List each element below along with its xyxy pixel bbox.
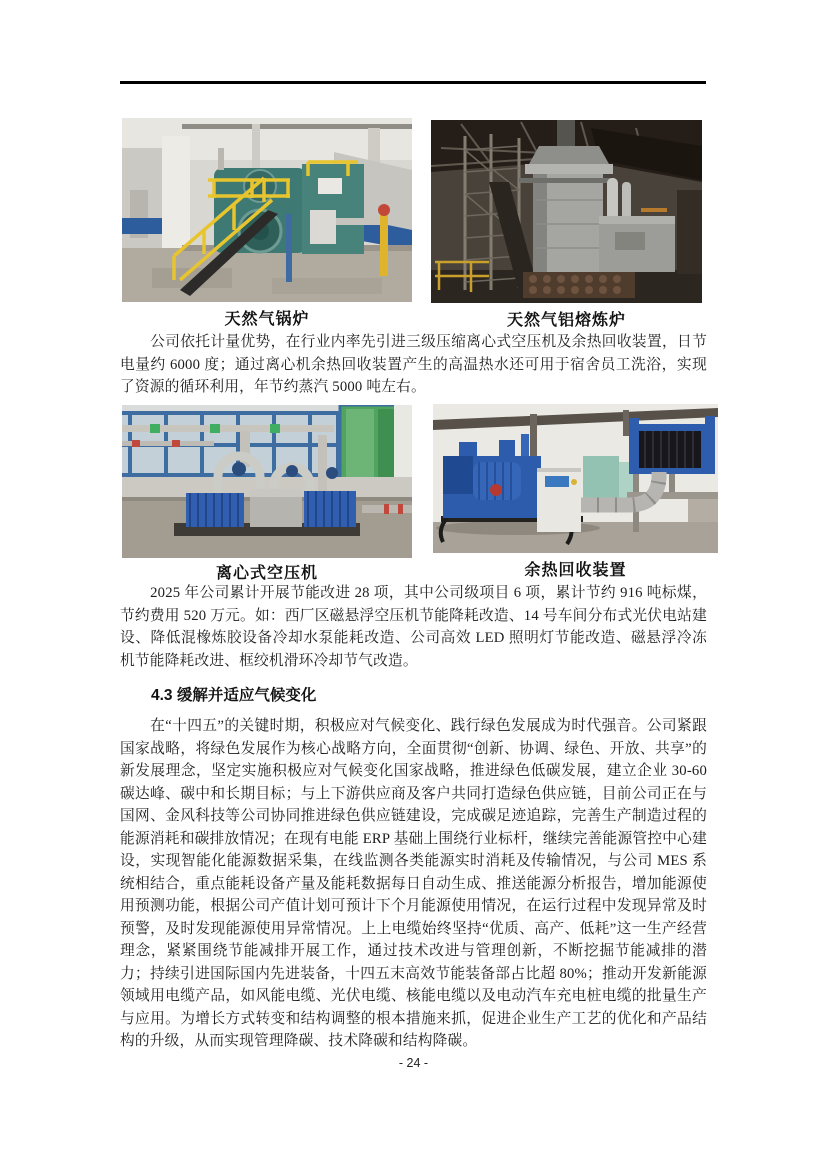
aluminum-melting-furnace-photo-illustration [431,120,702,303]
figure-waste-heat-recovery-unit [433,404,718,553]
body-paragraph-1: 公司依托计量优势，在行业内率先引进三级压缩离心式空压机及余热回收装置，日节电量约 6000 度；通过离心机余热回收装置产生的高温热水还可用于宿舍员工洗浴，实现了资源的循环利用，年节约蒸汽 5000 吨左右。 [120,334,707,395]
figure-natural-gas-boiler [122,118,412,302]
figure-caption-centrifugal-air-compressor: 离心式空压机 [215,565,318,582]
header-rule [120,81,706,84]
section-heading-4-3: 4.3 缓解并适应气候变化 [151,687,317,704]
figure-caption-aluminum-melting-furnace: 天然气铝熔炼炉 [506,312,626,329]
body-paragraph-3: 在“十四五”的关键时期，积极应对气候变化、践行绿色发展成为时代强音。公司紧跟国家战略，将绿色发展作为核心战略方向，全面贯彻“创新、协调、绿色、开放、共享”的新发展理念，坚定实施积极应对气候变化国家战略，推进绿色低碳发展，建立企业 30-60 碳达峰、碳中和长期目标；与上下游供应商及客户共同打造绿色供应链，目前公司正在与国网、金风科技等公司协同推进绿色供应链建设，完成碳足迹追踪，完善生产制造过程的能源消耗和碳排放情况；在现有电能 ERP 基础上围绕行业标杆，继续完善能源管控中心建设，实现智能化能源数据采集，在线监测各类能源实时消耗及传输情况，与公司 MES 系统相结合，重点能耗设备产量及能耗数据每日自动生成、推送能源分析报告，增加能源使用预测功能，根据公司产值计划可预计下个月能源使用情况，在运行过程中发现异常及时预警，及时发现能源使用异常情况。上上电缆始终坚持“优质、高产、低耗”这一生产经营理念，紧紧围绕节能减排开展工作，通过技术改进与管理创新，不断挖掘节能减排的潜力；持续引进国际国内先进装备，十四五末高效节能装备部占比超 80%；推动开发新能源领域用电缆产品，如风能电缆、光伏电缆、核能电缆以及电动汽车充电桩电缆的批量生产与应用。为增长方式转变和结构调整的根本措施来抓，促进企业生产工艺的优化和产品结构的升级，从而实现管理降碳、技术降碳和结构降碳。 [120,718,707,1049]
body-paragraph-2: 2025 年公司累计开展节能改进 28 项，其中公司级项目 6 项，累计节约 916 吨标煤，节约费用 520 万元。如：西厂区磁悬浮空压机节能降耗改造、14 号车间分布式光伏电站建设、降低混橡炼胶设备冷却水泵能耗改造、公司高效 LED 照明灯节能改造、磁悬浮冷冻机节能降耗改进、框绞机滑环冷却节气改造。 [120,585,707,669]
natural-gas-boiler-photo-illustration [122,118,412,302]
page-number: - 24 - [398,1056,429,1070]
figure-aluminum-melting-furnace [431,120,702,303]
figure-centrifugal-air-compressor [122,405,412,558]
figure-caption-natural-gas-boiler: 天然气锅炉 [224,311,310,328]
figure-caption-waste-heat-recovery-unit: 余热回收装置 [524,562,627,579]
centrifugal-air-compressor-photo-illustration [122,405,412,558]
waste-heat-recovery-photo-illustration [433,404,718,553]
